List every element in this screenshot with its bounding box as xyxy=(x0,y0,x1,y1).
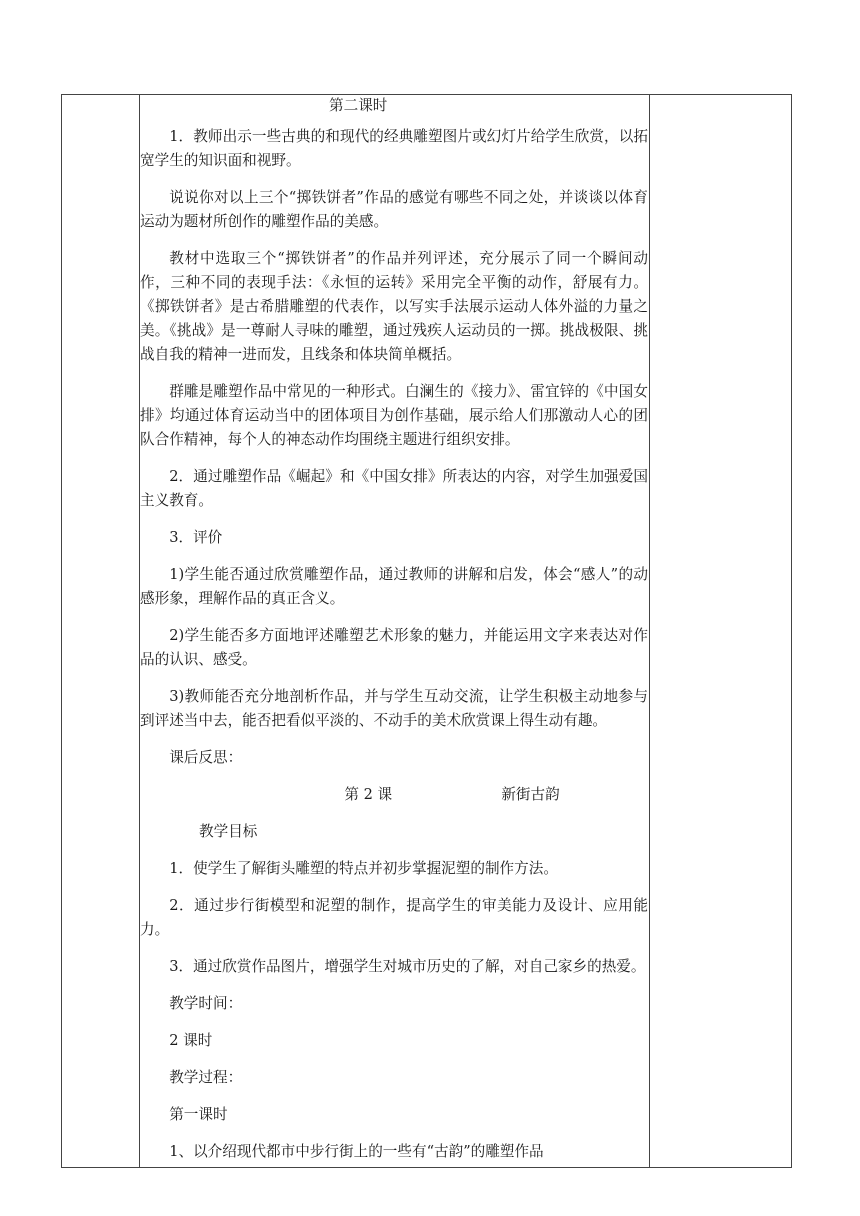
paragraph: 1、以介绍现代都市中步行街上的一些有“古韵”的雕塑作品 xyxy=(169,1143,544,1160)
lesson-name: 新街古韵 xyxy=(501,786,560,803)
paragraph: 3．评价 xyxy=(169,529,223,546)
paragraph: 说说你对以上三个“掷铁饼者”作品的感觉有哪些不同之处，并谈谈以体育运动为题材所创作的雕塑作品的美感。 xyxy=(140,189,648,230)
objectives-heading: 教学目标 xyxy=(199,823,258,840)
paragraph: 群雕是雕塑作品中常见的一种形式。白澜生的《接力》、雷宜锌的《中国女排》均通过体育运动当中的团体项目为创作基础，展示给人们那激动人心的团队合作精神，每个人的神态动作均围绕主题进行组织安排。 xyxy=(140,383,648,448)
paragraph: 课后反思： xyxy=(169,749,243,766)
paragraph: 1)学生能否通过欣赏雕塑作品，通过教师的讲解和启发，体会“感人”的动感形象，理解作品的真正含义。 xyxy=(140,566,648,607)
paragraph: 3)教师能否充分地剖析作品，并与学生互动交流，让学生积极主动地参与到评述当中去，能否把看似平淡的、不动手的美术欣赏课上得生动有趣。 xyxy=(140,688,648,729)
paragraph: 2．通过雕塑作品《崛起》和《中国女排》所表达的内容，对学生加强爱国主义教育。 xyxy=(140,468,648,509)
paragraph: 2)学生能否多方面地评述雕塑艺术形象的魅力，并能运用文字来表达对作品的认识、感受。 xyxy=(140,627,648,668)
paragraph: 教材中选取三个“掷铁饼者”的作品并列评述，充分展示了同一个瞬间动作，三种不同的表现手法：《永恒的运转》采用完全平衡的动作，舒展有力。《掷铁饼者》是古希腊雕塑的代表作，以写实手法展示运动人体外溢的力量之美。《挑战》是一尊耐人寻味的雕塑，通过残疾人运动员的一掷。挑战极限、挑战自我的精神一进而发，且线条和体块简单概括。 xyxy=(140,250,648,363)
lesson-number: 第 2 课 xyxy=(344,786,393,803)
lesson-title xyxy=(140,783,648,807)
column-divider-right xyxy=(649,95,650,1167)
paragraph: 1．教师出示一些古典的和现代的经典雕塑图片或幻灯片给学生欣赏，以拓宽学生的知识面和视野。 xyxy=(140,128,648,169)
objective: 2．通过步行街模型和泥塑的制作，提高学生的审美能力及设计、应用能力。 xyxy=(140,897,648,938)
objective: 3．通过欣赏作品图片，增强学生对城市历史的了解，对自己家乡的热爱。 xyxy=(169,958,646,975)
teaching-process-label: 教学过程： xyxy=(169,1069,243,1086)
session-heading: 第二课时 xyxy=(329,97,388,114)
teaching-time-value: 2 课时 xyxy=(169,1032,213,1049)
session-label: 第一课时 xyxy=(169,1106,228,1123)
teaching-time-label: 教学时间： xyxy=(169,995,243,1012)
objective: 1．使学生了解街头雕塑的特点并初步掌握泥塑的制作方法。 xyxy=(169,860,558,877)
lesson-content xyxy=(140,94,648,1177)
